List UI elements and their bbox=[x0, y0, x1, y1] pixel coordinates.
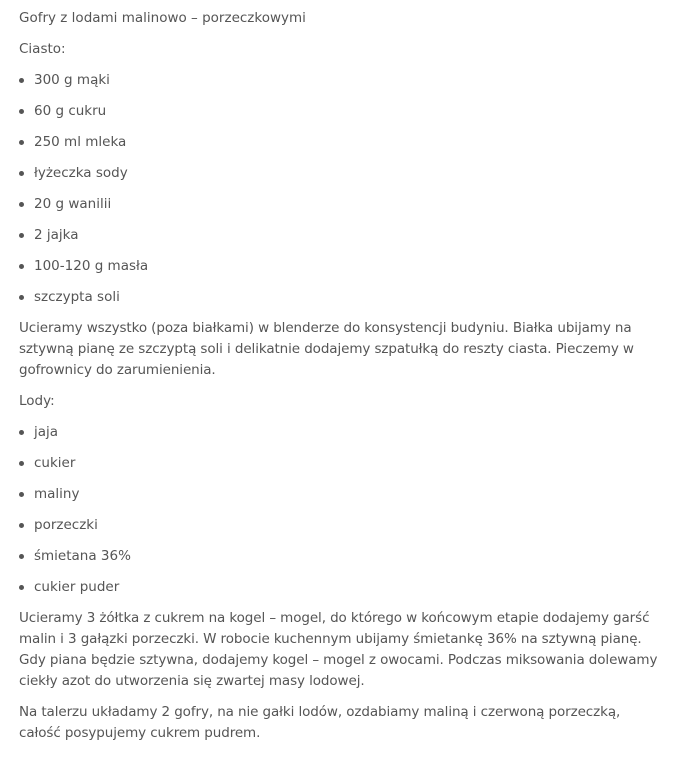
ingredient-text: śmietana 36% bbox=[34, 548, 131, 564]
ciasto-instructions: Ucieramy wszystko (poza białkami) w blenderze do konsystencji budyniu. Białka ubijamy na sztywną pianę ze szczyptą soli i delikatnie dodajemy szpatułką do reszty ciasta. Pieczemy w gofrownicy do zarumienienia. bbox=[19, 320, 634, 378]
list-item bbox=[19, 287, 661, 308]
list-item bbox=[19, 546, 661, 567]
list-item bbox=[19, 101, 661, 122]
ciasto-ingredient-list bbox=[19, 70, 661, 308]
list-item bbox=[19, 515, 661, 536]
ingredient-text: cukier puder bbox=[34, 579, 120, 595]
bullet-icon bbox=[19, 264, 24, 269]
serving-instructions: Na talerzu układamy 2 gofry, na nie gałki lodów, ozdabiamy maliną i czerwoną porzeczką, całość posypujemy cukrem pudrem. bbox=[19, 704, 621, 741]
bullet-icon bbox=[19, 492, 24, 497]
ingredient-text: 300 g mąki bbox=[34, 72, 110, 88]
ingredient-text: 250 ml mleka bbox=[34, 134, 127, 150]
bullet-icon bbox=[19, 523, 24, 528]
bullet-icon bbox=[19, 171, 24, 176]
bullet-icon bbox=[19, 461, 24, 466]
list-item bbox=[19, 256, 661, 277]
bullet-icon bbox=[19, 554, 24, 559]
list-item bbox=[19, 577, 661, 598]
list-item bbox=[19, 422, 661, 443]
list-item bbox=[19, 132, 661, 153]
bullet-icon bbox=[19, 295, 24, 300]
bullet-icon bbox=[19, 109, 24, 114]
bullet-icon bbox=[19, 78, 24, 83]
list-item bbox=[19, 484, 661, 505]
ingredient-text: 100-120 g masła bbox=[34, 258, 149, 274]
list-item bbox=[19, 225, 661, 246]
lody-ingredient-list bbox=[19, 422, 661, 598]
list-item bbox=[19, 194, 661, 215]
bullet-icon bbox=[19, 585, 24, 590]
ciasto-label: Ciasto: bbox=[19, 41, 66, 57]
ingredient-text: łyżeczka sody bbox=[34, 165, 128, 181]
ingredient-text: jaja bbox=[34, 424, 59, 440]
lody-label: Lody: bbox=[19, 393, 55, 409]
list-item bbox=[19, 70, 661, 91]
ingredient-text: cukier bbox=[34, 455, 76, 471]
bullet-icon bbox=[19, 233, 24, 238]
list-item bbox=[19, 163, 661, 184]
recipe-title: Gofry z lodami malinowo – porzeczkowymi bbox=[19, 10, 306, 26]
bullet-icon bbox=[19, 430, 24, 435]
ingredient-text: maliny bbox=[34, 486, 80, 502]
bullet-icon bbox=[19, 140, 24, 145]
bullet-icon bbox=[19, 202, 24, 207]
ingredient-text: 2 jajka bbox=[34, 227, 79, 243]
ingredient-text: porzeczki bbox=[34, 517, 98, 533]
ingredient-text: 20 g wanilii bbox=[34, 196, 112, 212]
lody-instructions: Ucieramy 3 żółtka z cukrem na kogel – mogel, do którego w końcowym etapie dodajemy garść malin i 3 gałązki porzeczki. W robocie kuchennym ubijamy śmietankę 36% na sztywną pianę. Gdy piana będzie sztywna, dodajemy kogel – mogel z owocami. Podczas miksowania dolewamy ciekły azot do utworzenia się zwartej masy lodowej. bbox=[19, 610, 658, 689]
list-item bbox=[19, 453, 661, 474]
ingredient-text: szczypta soli bbox=[34, 289, 120, 305]
ingredient-text: 60 g cukru bbox=[34, 103, 107, 119]
